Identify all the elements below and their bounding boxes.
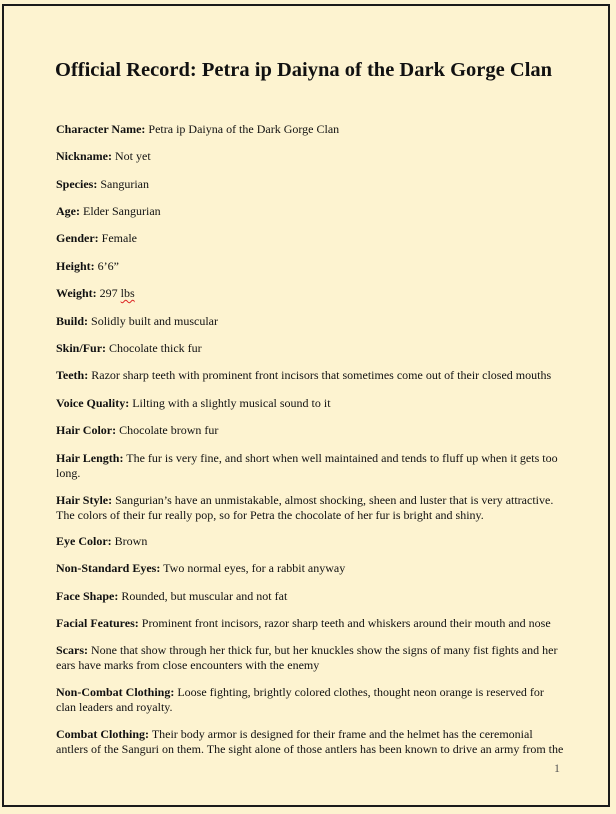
field-value: Elder Sangurian bbox=[83, 204, 161, 218]
field-value: Sangurian bbox=[100, 177, 149, 191]
field-label: Face Shape: bbox=[56, 589, 119, 603]
field-label: Combat Clothing: bbox=[56, 727, 150, 741]
field-label: Nickname: bbox=[56, 149, 112, 163]
field-hair-color bbox=[56, 423, 218, 438]
field-label: Scars: bbox=[56, 643, 88, 657]
field-value: 297 bbox=[99, 286, 118, 300]
field-teeth bbox=[56, 368, 551, 383]
field-label: Age: bbox=[56, 204, 80, 218]
field-label: Build: bbox=[56, 314, 89, 328]
field-non-combat-clothing bbox=[56, 685, 564, 715]
field-label: Hair Length: bbox=[56, 451, 124, 465]
field-label: Teeth: bbox=[56, 368, 89, 382]
field-label: Character Name: bbox=[56, 122, 146, 136]
field-value: Razor sharp teeth with prominent front incisors that sometimes come out of their closed mouths bbox=[91, 368, 552, 382]
field-label: Species: bbox=[56, 177, 98, 191]
field-value: Prominent front incisors, razor sharp teeth and whiskers around their mouth and nose bbox=[141, 616, 551, 630]
field-label: Voice Quality: bbox=[56, 396, 130, 410]
field-value: Not yet bbox=[115, 149, 151, 163]
field-value: Chocolate thick fur bbox=[109, 341, 202, 355]
field-nickname bbox=[56, 149, 151, 164]
field-skin-fur bbox=[56, 341, 202, 356]
field-hair-style bbox=[56, 493, 564, 523]
field-weight bbox=[56, 286, 135, 301]
field-value: Lilting with a slightly musical sound to it bbox=[132, 396, 331, 410]
field-combat-clothing bbox=[56, 727, 564, 757]
field-label: Skin/Fur: bbox=[56, 341, 107, 355]
field-value: Solidly built and muscular bbox=[91, 314, 219, 328]
field-label: Hair Color: bbox=[56, 423, 117, 437]
field-facial-features bbox=[56, 616, 564, 631]
field-height bbox=[56, 259, 119, 274]
field-non-standard-eyes bbox=[56, 561, 345, 576]
field-label: Non-Standard Eyes: bbox=[56, 561, 161, 575]
field-character-name bbox=[56, 122, 339, 137]
field-build bbox=[56, 314, 218, 329]
field-value: Brown bbox=[114, 534, 148, 548]
field-gender bbox=[56, 231, 137, 246]
field-species bbox=[56, 177, 149, 192]
field-label: Non-Combat Clothing: bbox=[56, 685, 175, 699]
field-value: Rounded, but muscular and not fat bbox=[121, 589, 288, 603]
document-page bbox=[2, 4, 610, 807]
page-number: 1 bbox=[554, 761, 560, 775]
document-title: Official Record: Petra ip Daiyna of the Dark Gorge Clan bbox=[55, 59, 553, 81]
field-label: Gender: bbox=[56, 231, 99, 245]
field-hair-length bbox=[56, 451, 564, 481]
field-label: Hair Style: bbox=[56, 493, 113, 507]
field-value: Two normal eyes, for a rabbit anyway bbox=[163, 561, 346, 575]
field-voice-quality bbox=[56, 396, 331, 411]
field-eye-color bbox=[56, 534, 147, 549]
field-value: The fur is very fine, and short when well maintained and tends to fluff up when it gets too long. bbox=[56, 451, 558, 480]
field-value: Sangurian’s have an unmistakable, almost shocking, sheen and luster that is very attractive. The colors of their fur really pop, so for Petra the chocolate of her fur is bright and shiny. bbox=[56, 493, 554, 522]
field-value: None that show through her thick fur, but her knuckles show the signs of many fist fights and her ears have marks from close encounters with the enemy bbox=[56, 643, 558, 672]
field-face-shape bbox=[56, 589, 287, 604]
field-value: Petra ip Daiyna of the Dark Gorge Clan bbox=[148, 122, 340, 136]
field-label: Weight: bbox=[56, 286, 97, 300]
field-value: Their body armor is designed for their frame and the helmet has the ceremonial antlers of the Sanguri on them. The sight alone of those antlers has been known to drive an army from the bbox=[56, 727, 564, 756]
field-value: Chocolate brown fur bbox=[119, 423, 219, 437]
field-value: Female bbox=[101, 231, 137, 245]
spellcheck-flagged-word: lbs bbox=[120, 286, 135, 300]
field-label: Eye Color: bbox=[56, 534, 112, 548]
field-label: Facial Features: bbox=[56, 616, 139, 630]
field-label: Height: bbox=[56, 259, 95, 273]
field-age bbox=[56, 204, 161, 219]
field-value: 6’6” bbox=[97, 259, 119, 273]
field-scars bbox=[56, 643, 564, 673]
field-value: Loose fighting, brightly colored clothes, thought neon orange is reserved for clan leaders and royalty. bbox=[56, 685, 544, 714]
